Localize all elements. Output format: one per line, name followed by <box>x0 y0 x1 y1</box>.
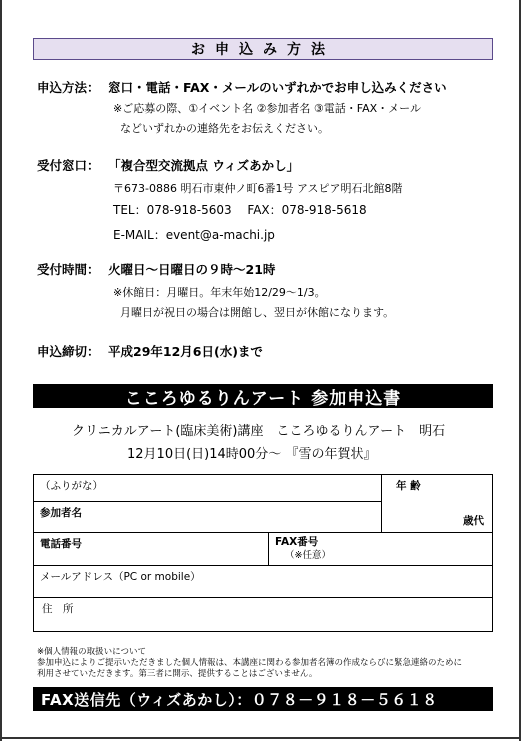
page-frame-left <box>0 0 2 741</box>
deadline-value: 平成29年12月6日(水)まで <box>108 344 263 359</box>
date-line: 12月10日(日)14時00分～ 『雪の年賀状』 <box>127 447 377 462</box>
participant-name-label: 参加者名 <box>40 507 82 519</box>
deadline-label: 申込締切： <box>37 344 100 359</box>
address-field[interactable] <box>34 598 493 632</box>
application-form-table <box>33 474 493 632</box>
participant-name-field[interactable] <box>34 502 382 533</box>
form-title: こころゆるりんアート 参加申込書 <box>33 384 493 408</box>
apply-method-note1: ※ご応募の際、①イベント名 ②参加者名 ③電話・FAX・メール <box>113 102 421 115</box>
reception-hours-label: 受付時間： <box>37 262 100 277</box>
apply-method-value: 窓口・電話・FAX・メールのいずれかでお申し込みください <box>108 80 447 95</box>
course-line: クリニカルアート(臨床美術)講座 こころゆるりんアート 明石 <box>72 424 446 439</box>
reception-hours-value: 火曜日～日曜日の９時～21時 <box>108 262 276 277</box>
email-field[interactable] <box>34 566 493 598</box>
apply-method-note2: などいずれかの連絡先をお伝えください。 <box>120 122 329 135</box>
email-label: メールアドレス（PC or mobile） <box>40 571 201 583</box>
phone-label: 電話番号 <box>40 538 82 550</box>
closed-note1: ※休館日：月曜日。年末年始12/29～1/3。 <box>113 286 326 299</box>
phone-field[interactable] <box>34 533 269 566</box>
reception-email[interactable]: E-MAIL：event@a-machi.jp <box>113 228 275 242</box>
age-unit: 歳代 <box>463 515 484 527</box>
page-frame-right <box>519 0 521 741</box>
privacy-text2: 利用させていただきます。第三者に開示、提供することはございません。 <box>37 669 318 679</box>
reception-window-value: 「複合型交流拠点 ウィズあかし」 <box>108 158 300 173</box>
furigana-label: （ふりがな） <box>40 480 103 492</box>
address-label: 住 所 <box>42 603 74 615</box>
method-header: お申込み方法 <box>33 38 493 60</box>
closed-note2: 月曜日が祝日の場合は開館し、翌日が休館になります。 <box>120 306 395 319</box>
page-frame-bottom <box>0 737 521 739</box>
reception-window-label: 受付窓口： <box>37 158 100 173</box>
reception-tel-fax: TEL：078-918-5603 FAX：078-918-5618 <box>113 203 367 217</box>
fax-label: FAX番号 <box>275 536 319 548</box>
privacy-title: ※個人情報の取扱いについて <box>37 647 146 657</box>
fax-optional-label: （※任意） <box>285 550 331 561</box>
apply-method-label: 申込方法： <box>37 80 100 95</box>
fax-field[interactable] <box>269 533 493 566</box>
reception-address: 〒673-0886 明石市東仲ノ町6番1号 アスピア明石北館8階 <box>113 182 403 195</box>
age-field[interactable] <box>382 475 493 533</box>
furigana-field[interactable] <box>34 475 382 502</box>
age-label: 年 齢 <box>396 480 421 492</box>
fax-destination-bar: FAX送信先（ウィズあかし）：０７８－９１８－５６１８ <box>33 687 493 711</box>
privacy-text1: 参加申込によりご提示いただきました個人情報は、本講座に関わる参加者名簿の作成ならびに緊急連絡のために <box>37 658 463 668</box>
